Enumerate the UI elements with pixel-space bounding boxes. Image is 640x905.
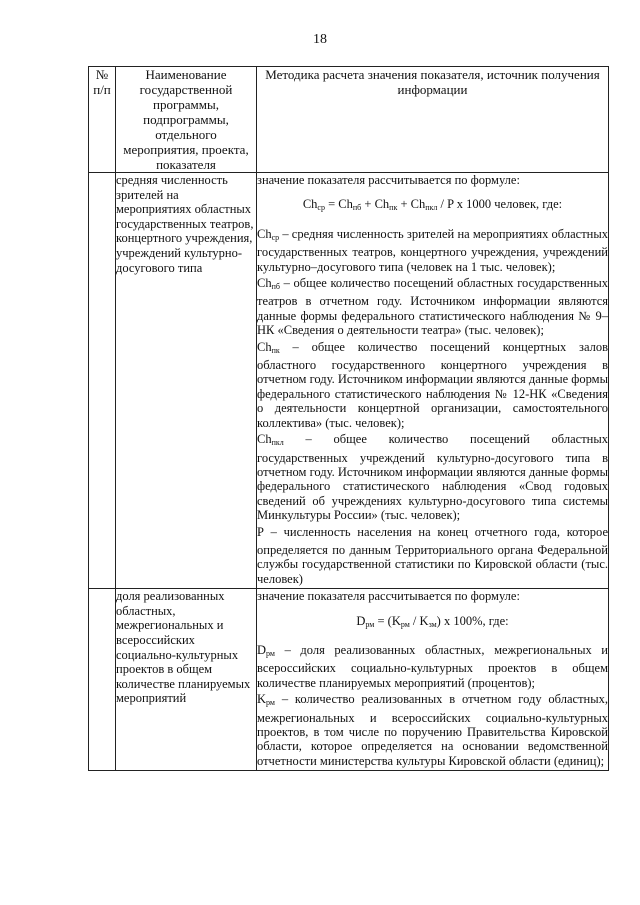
definition: $Ch_{ср}$ – средняя численность зрителей на мероприятиях областных государственных театров, концертного учреждения, учреждений культурно–досугового типа (человек на 1 тыс. человек);	[257, 226, 608, 274]
definition: P – численность населения на конец отчетного года, которое определяется по данным Территориального органа Федеральной службы государственной статистики по Кировской области (тыс. человек)	[257, 524, 608, 586]
formula-intro: значение показателя рассчитывается по формуле:	[257, 173, 520, 187]
formula: $Ch_{ср} = Ch_{пб} + Ch_{пк} + Ch_{пкл} / P$ x 1000 человек, где:	[302, 197, 563, 213]
definition: $Ch_{пк}$ – общее количество посещений концертных залов областного государственного концертного учреждения в отчетном году. Источником информации являются данные формы федерального статистического наблюдения № 12-НК «Сведения о деятельности концертной организации, самостоятельного коллектива» (тыс. человек);	[257, 339, 608, 430]
header-method: Методика расчета значения показателя, источник получения информации	[257, 67, 609, 173]
formula: $D_{рм} = (K_{рм} / K_{зм})$ x 100%, где:	[356, 613, 509, 629]
formula-intro: значение показателя рассчитывается по формуле:	[257, 589, 520, 604]
row-number-cell	[89, 173, 116, 589]
definition: $K_{рм}$ – количество реализованных в отчетном году областных, межрегиональных и всероссийских социально-культурных проектов, в том числе по поручению Правительства Кировской области, которое определяется на основании ведомственной отчетности министерства культуры Кировской области (единиц);	[257, 692, 608, 768]
table-header-row	[89, 67, 609, 173]
method-cell	[257, 589, 609, 771]
indicator-name: средняя численность зрителей на мероприятиях областных государственных театров, концертного учреждения, учреждений культурно-досугового типа	[116, 173, 257, 589]
header-number: № п/п	[89, 67, 116, 173]
definition: $D_{рм}$ – доля реализованных областных, межрегиональных и всероссийских социально-культурных проектов в общем количестве планируемых мероприятий (процентов);	[257, 642, 608, 690]
definition: $Ch_{пкл}$ – общее количество посещений областных государственных учреждений культурно-досугового типа в отчетном году. Источником информации являются данные формы федерального статистического наблюдения «Свод годовых сведений об учреждениях культурно-досугового типа системы Минкультуры России» (тыс. человек);	[257, 432, 608, 523]
indicator-table	[88, 66, 609, 771]
method-cell	[257, 173, 609, 589]
page-number: 18	[313, 32, 327, 47]
header-name: Наименование государственной программы, подпрограммы, отдельного мероприятия, проекта, показателя	[116, 67, 257, 173]
table-row	[89, 589, 609, 771]
definition: $Ch_{пб}$ – общее количество посещений областных государственных театров в отчетном году. Источником информации являются данные формы федерального статистического наблюдения № 9–НК «Сведения о деятельности театра» (тыс. человек);	[257, 276, 608, 338]
row-number-cell	[89, 589, 116, 771]
table-row	[89, 173, 609, 589]
indicator-name: доля реализованных областных, межрегиональных и всероссийских социально-культурных проектов в общем количестве планируемых мероприятий	[116, 589, 257, 771]
